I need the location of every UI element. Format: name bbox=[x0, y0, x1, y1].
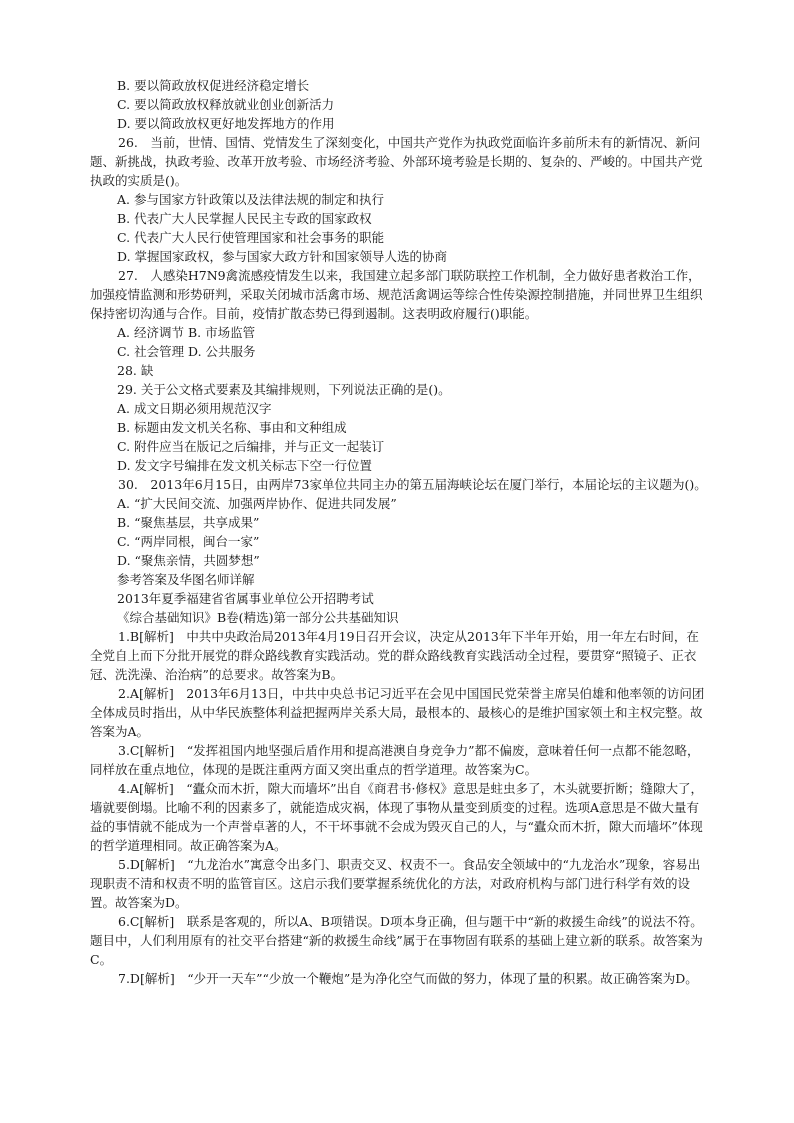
q26-option-b: B. 代表广大人民掌握人民民主专政的国家政权 bbox=[117, 211, 372, 226]
q29-option-a: A. 成文日期必须用规范汉字 bbox=[117, 401, 272, 416]
answer-4: 4.A[解析] “蠹众而木折，隙大而墙坏”出自《商君书·修权》意思是蛀虫多了，木头就要折断；缝隙大了，墙就要倒塌。比喻不利的因素多了，就能造成灾祸，体现了事物从量变到质变的过程。选项A意思是不做大量有益的事情就不能成为一个声誉卓著的人，不干坏事就不会成为毁灭自己的人，与“蠹众而木折，隙大而墙坏”体现的哲学道理相同。故正确答案为A。 bbox=[90, 781, 703, 853]
q26-option-c: C. 代表广大人民行使管理国家和社会事务的职能 bbox=[117, 230, 385, 245]
question-26: 26. 当前，世情、国情、党情发生了深刻变化，中国共产党作为执政党面临许多前所未有的新情况、新问题、新挑战，执政考验、改革开放考验、市场经济考验、外部环境考验是长期的、复杂的、严峻的。中国共产党执政的实质是()。 bbox=[90, 135, 703, 188]
document-page bbox=[90, 76, 710, 988]
q30-option-b: B. “聚焦基层，共享成果” bbox=[117, 515, 260, 530]
q26-option-a: A. 参与国家方针政策以及法律法规的制定和执行 bbox=[117, 192, 384, 207]
q29-option-b: B. 标题由发文机关名称、事由和文种组成 bbox=[117, 420, 347, 435]
answer-1: 1.B[解析] 中共中央政治局2013年4月19日召开会议，决定从2013年下半年开始，用一年左右时间，在全党自上而下分批开展党的群众路线教育实践活动。党的群众路线教育实践活动全过程，要贯穿“照镜子、正衣冠、洗洗澡、治治病”的总要求。故答案为B。 bbox=[90, 629, 699, 682]
exam-subtitle: 《综合基础知识》B卷(精选)第一部分公共基础知识 bbox=[117, 610, 399, 625]
q30-option-a: A. “扩大民间交流、加强两岸协作、促进共同发展” bbox=[117, 496, 397, 511]
question-30: 30. 2013年6月15日，由两岸73家单位共同主办的第五届海峡论坛在厦门举行，本届论坛的主议题为()。 bbox=[118, 477, 707, 492]
q30-option-c: C. “两岸同根，闽台一家” bbox=[117, 534, 260, 549]
q25-option-d: D. 要以简政放权更好地发挥地方的作用 bbox=[117, 116, 335, 131]
answer-7: 7.D[解析] “少开一天车”“少放一个鞭炮”是为净化空气而做的努力，体现了量的积累。故正确答案为D。 bbox=[118, 971, 698, 986]
question-28: 28. 缺 bbox=[117, 363, 154, 378]
answer-3: 3.C[解析] “发挥祖国内地坚强后盾作用和提高港澳自身竞争力”都不偏废，意味着任何一点都不能忽略，同样放在重点地位，体现的是既注重两方面又突出重点的哲学道理。故答案为C。 bbox=[90, 743, 700, 777]
q25-option-b: B. 要以简政放权促进经济稳定增长 bbox=[117, 78, 310, 93]
q30-option-d: D. “聚焦亲情，共圆梦想” bbox=[117, 553, 260, 568]
q27-options-ab: A. 经济调节 B. 市场监管 bbox=[117, 325, 256, 340]
question-29: 29. 关于公文格式要素及其编排规则，下列说法正确的是()。 bbox=[117, 382, 451, 397]
q29-option-c: C. 附件应当在版记之后编排，并与正文一起装订 bbox=[117, 439, 385, 454]
q25-option-c: C. 要以简政放权释放就业创业创新活力 bbox=[117, 97, 335, 112]
q26-option-d: D. 掌握国家政权，参与国家大政方针和国家领导人选的协商 bbox=[117, 249, 448, 264]
answer-5: 5.D[解析] “九龙治水”寓意令出多门、职责交叉、权责不一。食品安全领域中的“九龙治水”现象，容易出现职责不清和权责不明的监管盲区。这启示我们要掌握系统优化的方法，对政府机构与部门进行科学有效的设置。故答案为D。 bbox=[90, 857, 701, 910]
answer-6: 6.C[解析] 联系是客观的，所以A、B项错误。D项本身正确，但与题干中“新的救援生命线”的说法不符。题目中，人们利用原有的社交平台搭建“新的救援生命线”属于在事物固有联系的基础上建立新的联系。故答案为C。 bbox=[90, 914, 703, 967]
exam-title: 2013年夏季福建省省属事业单位公开招聘考试 bbox=[117, 591, 374, 606]
answer-2: 2.A[解析] 2013年6月13日，中共中央总书记习近平在会见中国国民党荣誉主席吴伯雄和他率领的访问团全体成员时指出，从中华民族整体利益把握两岸关系大局，最根本的、最核心的是维护国家领土和主权完整。故答案为A。 bbox=[90, 686, 705, 739]
question-27: 27. 人感染H7N9禽流感疫情发生以来，我国建立起多部门联防联控工作机制，全力做好患者救治工作，加强疫情监测和形势研判，采取关闭城市活禽市场、规范活禽调运等综合性传染源控制措施，并同世界卫生组织保持密切沟通与合作。目前，疫情扩散态势已得到遏制。这表明政府履行()职能。 bbox=[90, 268, 703, 321]
answer-heading: 参考答案及华图名师详解 bbox=[117, 572, 255, 587]
q29-option-d: D. 发文字号编排在发文机关标志下空一行位置 bbox=[117, 458, 373, 473]
q27-options-cd: C. 社会管理 D. 公共服务 bbox=[117, 344, 256, 359]
